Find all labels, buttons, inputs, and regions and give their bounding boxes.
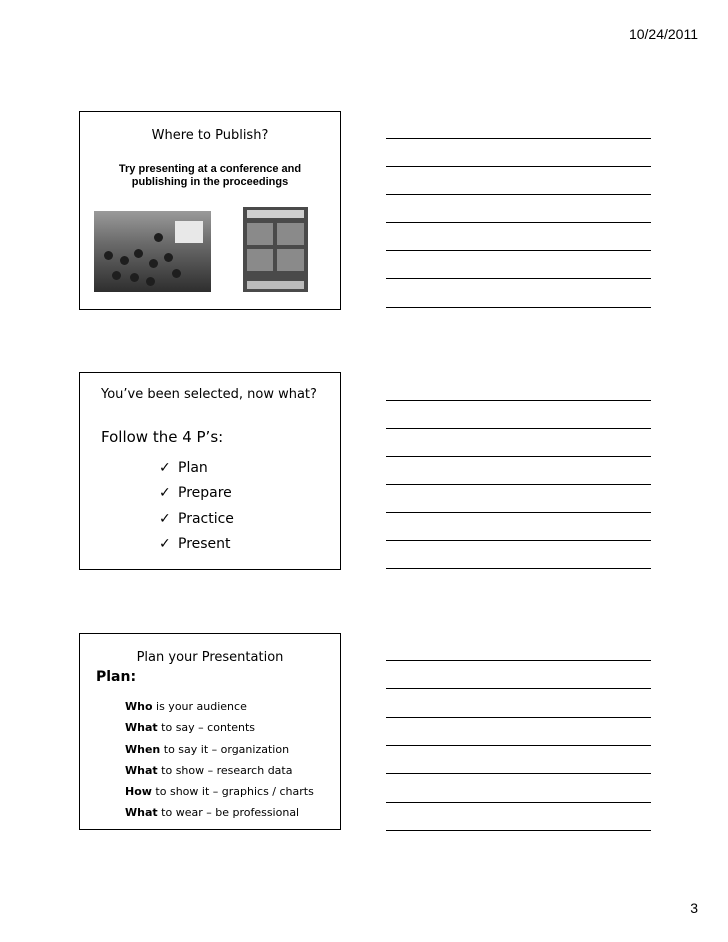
list-item: When to say it – organization bbox=[125, 742, 290, 756]
print-date: 10/24/2011 bbox=[628, 26, 698, 42]
slide-heading: Plan: bbox=[96, 669, 137, 685]
slide-title: You’ve been selected, now what? bbox=[101, 387, 317, 402]
checkmark-icon: ✓ bbox=[159, 485, 171, 502]
list-item: ✓ Present bbox=[159, 536, 231, 553]
plan-list bbox=[125, 696, 314, 824]
list-item: What to wear – be professional bbox=[125, 806, 300, 820]
list-item: ✓ Prepare bbox=[159, 485, 232, 502]
conference-audience-photo bbox=[94, 211, 211, 292]
checkmark-icon: ✓ bbox=[159, 510, 171, 527]
slide-plan-presentation bbox=[79, 633, 341, 830]
list-item: What to say – contents bbox=[125, 721, 256, 735]
slide-title: Where to Publish? bbox=[151, 128, 269, 143]
page-number: 3 bbox=[690, 900, 698, 916]
checkmark-icon: ✓ bbox=[159, 536, 171, 553]
list-item: How to show it – graphics / charts bbox=[125, 785, 314, 799]
slide-title: Plan your Presentation bbox=[136, 650, 284, 665]
list-item: ✓ Plan bbox=[159, 459, 208, 476]
checklist bbox=[159, 455, 234, 557]
checkmark-icon: ✓ bbox=[159, 459, 171, 476]
slide-four-ps bbox=[79, 372, 341, 570]
slide-body-text: Try presenting at a conference and publishing in the proceedings bbox=[118, 163, 302, 188]
list-item: ✓ Practice bbox=[159, 510, 234, 527]
list-item: Who is your audience bbox=[125, 700, 247, 713]
slide-subtitle: Follow the 4 P’s: bbox=[101, 428, 224, 446]
slide-where-to-publish bbox=[79, 111, 341, 310]
list-item: What to show – research data bbox=[125, 763, 293, 777]
proceedings-cover bbox=[243, 207, 308, 292]
